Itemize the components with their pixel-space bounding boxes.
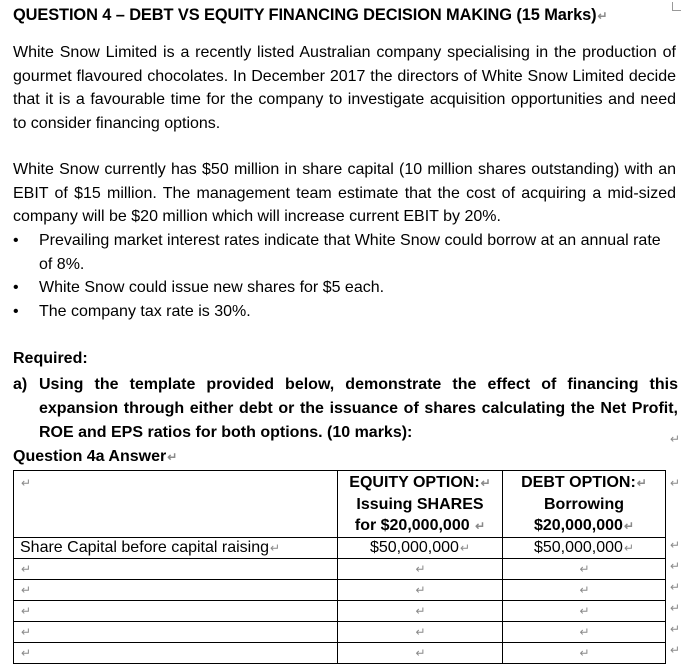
details-paragraph: White Snow currently has $50 million in share capital (10 million shares outstanding) with an EBIT of $15 million. The management team estimate that the cost of acquiring a mid-sized company will be $20 million which will increase current EBIT by 20%. xyxy=(13,161,676,225)
answer-table xyxy=(13,470,666,664)
table-row xyxy=(14,538,666,559)
table-cell[interactable]: ↵ xyxy=(14,559,338,580)
table-cell[interactable]: ↵ xyxy=(338,643,503,664)
margin-mark: ↵ xyxy=(669,622,680,636)
table-cell[interactable]: ↵ xyxy=(503,643,666,664)
task-a xyxy=(13,373,678,445)
task-text: Using the template provided below, demonstrate the effect of financing this expansion through either debt or the issuance of shares calculating the Net Profit, ROE and EPS ratios for both options. (10 marks): xyxy=(39,376,678,441)
debt-share-capital[interactable]: $50,000,000↵ xyxy=(503,538,666,559)
table-row xyxy=(14,580,666,601)
task-label: a) xyxy=(13,376,28,393)
table-cell[interactable]: ↵ xyxy=(503,559,666,580)
table-cell[interactable]: ↵ xyxy=(14,580,338,601)
table-cell[interactable]: ↵ xyxy=(338,559,503,580)
assumptions-list xyxy=(13,229,678,323)
margin-mark: ↵ xyxy=(669,559,680,573)
table-cell[interactable]: ↵ xyxy=(14,643,338,664)
table-cell[interactable]: ↵ xyxy=(14,601,338,622)
question-title: QUESTION 4 – DEBT VS EQUITY FINANCING DECISION MAKING (15 Marks)↵ xyxy=(13,6,608,24)
table-cell[interactable]: ↵ xyxy=(503,622,666,643)
equity-share-capital[interactable]: $50,000,000↵ xyxy=(338,538,503,559)
table-cell[interactable]: ↵ xyxy=(338,622,503,643)
margin-mark: ↵ xyxy=(669,476,680,490)
table-row xyxy=(14,622,666,643)
margin-mark: ↵ xyxy=(669,580,680,594)
row-label-share-capital[interactable]: Share Capital before capital raising↵ xyxy=(14,538,338,559)
table-row xyxy=(14,643,666,664)
answer-heading: Question 4a Answer↵ xyxy=(13,448,178,465)
margin-mark: ↵ xyxy=(669,432,680,446)
table-row xyxy=(14,601,666,622)
margin-mark: ↵ xyxy=(669,643,680,657)
table-cell[interactable]: ↵ xyxy=(503,580,666,601)
page-corner-marker xyxy=(672,2,681,11)
list-item: • Prevailing market interest rates indicate that White Snow could borrow at an annual rate of 8%. xyxy=(13,232,661,273)
table-row xyxy=(14,559,666,580)
table-cell[interactable]: ↵ xyxy=(14,471,338,538)
list-item: • White Snow could issue new shares for $5 each. xyxy=(13,279,385,296)
equity-option-header[interactable]: EQUITY OPTION:↵ Issuing SHARES for $20,000,000 ↵ xyxy=(338,471,503,538)
margin-mark: ↵ xyxy=(669,601,680,615)
table-cell[interactable]: ↵ xyxy=(338,580,503,601)
list-item: • The company tax rate is 30%. xyxy=(13,302,251,320)
required-heading: Required: xyxy=(13,350,88,367)
debt-option-header[interactable]: DEBT OPTION:↵ Borrowing $20,000,000↵ xyxy=(503,471,666,538)
table-cell[interactable]: ↵ xyxy=(14,622,338,643)
table-cell[interactable]: ↵ xyxy=(338,601,503,622)
table-cell[interactable]: ↵ xyxy=(503,601,666,622)
table-header-row xyxy=(14,471,666,538)
margin-mark: ↵ xyxy=(669,538,680,552)
intro-paragraph: White Snow Limited is a recently listed Australian company specialising in the production of gourmet flavoured chocolates. In December 2017 the directors of White Snow Limited decide that it is a favourable time for the company to investigate acquisition opportunities and need to consider financing options. xyxy=(13,44,676,132)
